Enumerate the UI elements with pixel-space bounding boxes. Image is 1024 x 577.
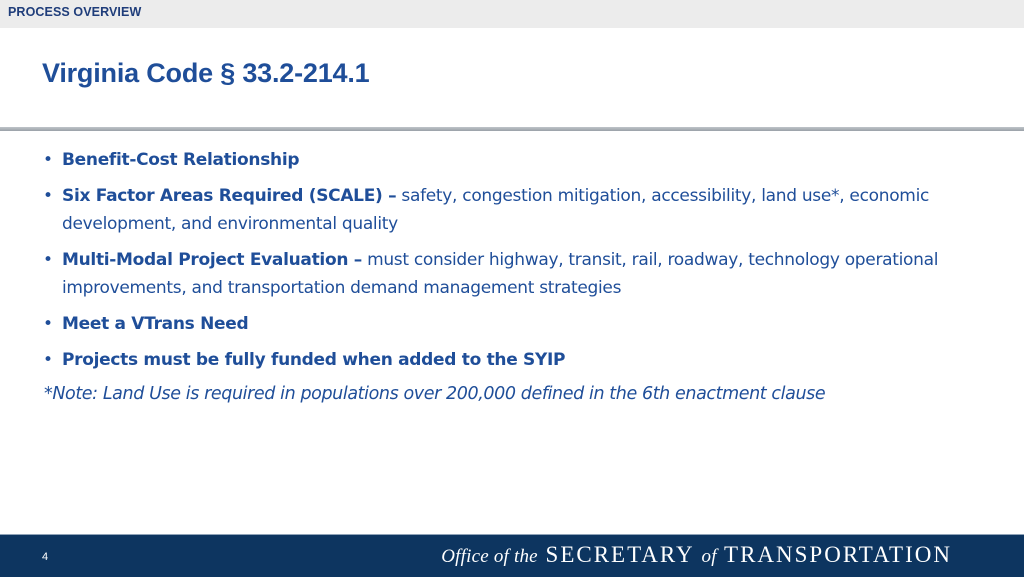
footer-bar (0, 534, 1024, 577)
bullet-fully-funded (43, 346, 983, 374)
bullet-six-factor-areas (43, 182, 983, 238)
bullet-heading: Projects must be fully funded when added to the SYIP (62, 350, 566, 370)
brand-transportation-text: TRANSPORTATION (724, 542, 952, 567)
page-number: 4 (42, 551, 49, 563)
bullet-multi-modal (43, 246, 983, 302)
bullet-vtrans-need (43, 310, 983, 338)
bullet-heading: Benefit-Cost Relationship (62, 150, 300, 170)
bullet-heading: Six Factor Areas Required (SCALE) – (62, 186, 397, 206)
brand-office-text: Office of the (441, 546, 538, 567)
bullet-benefit-cost (43, 146, 983, 174)
section-label: PROCESS OVERVIEW (8, 5, 142, 19)
brand-secretary-text: SECRETARY (545, 542, 694, 567)
title-divider (0, 127, 1024, 131)
bullet-heading: Multi-Modal Project Evaluation – (62, 250, 362, 270)
office-logo-wordmark (441, 542, 952, 568)
slide-title: Virginia Code § 33.2-214.1 (42, 58, 370, 88)
bullet-text: must consider highway, transit, rail, roadway, technology operational improvements, and transportation demand management strategies (62, 250, 939, 298)
brand-of-text: of (701, 546, 717, 567)
bullet-list (43, 146, 983, 382)
bullet-heading: Meet a VTrans Need (62, 314, 249, 334)
footnote: *Note: Land Use is required in populations over 200,000 defined in the 6th enactment clause (44, 384, 826, 404)
bullet-text: safety, congestion mitigation, accessibility, land use*, economic development, and environmental quality (62, 186, 930, 234)
section-header-bar (0, 0, 1024, 28)
